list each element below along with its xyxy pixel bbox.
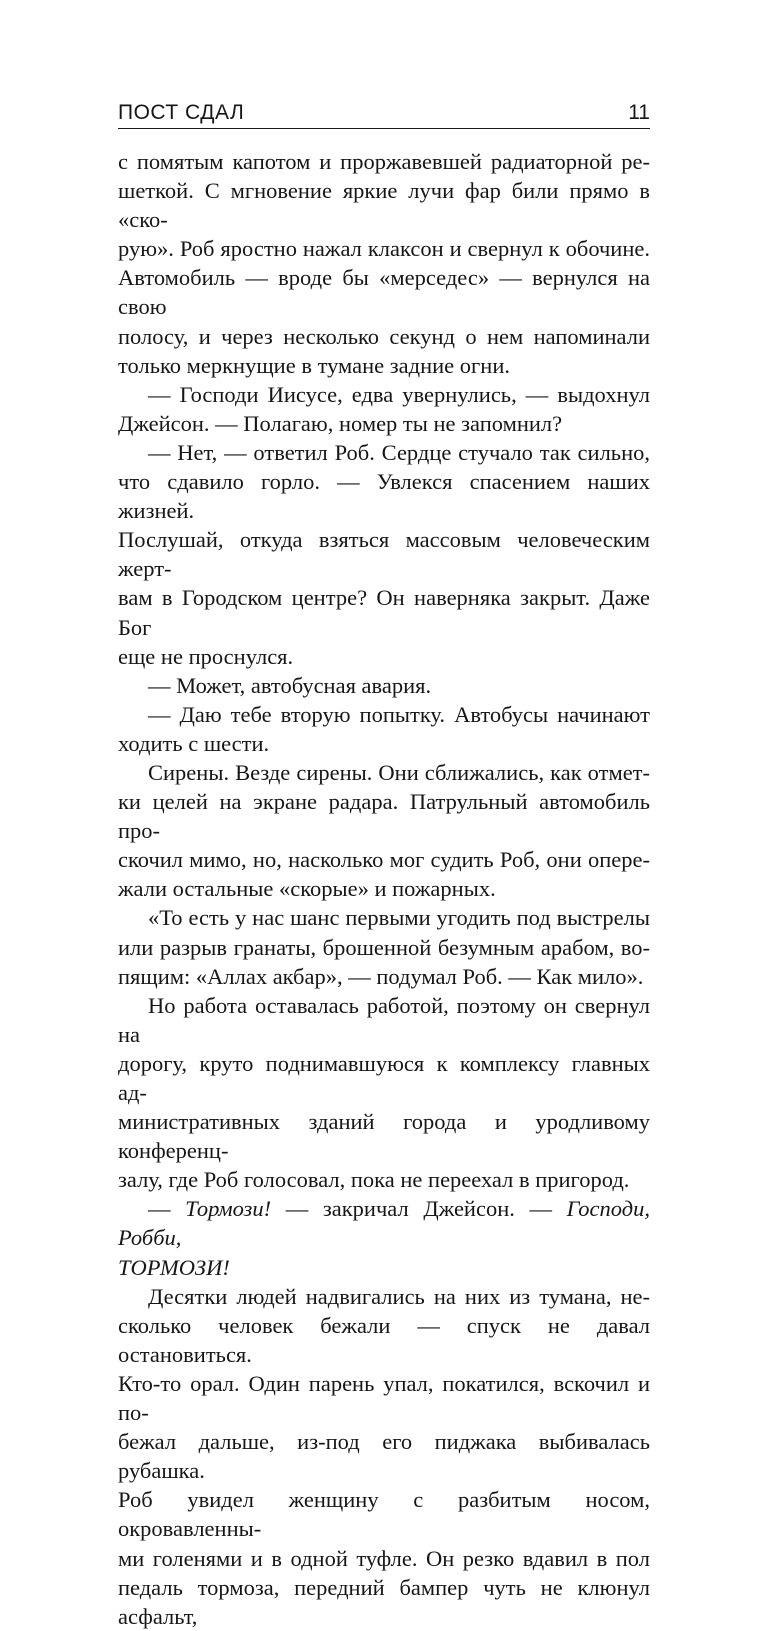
italic-run: ТОРМОЗИ! [118, 1254, 230, 1280]
text-line: — Даю тебе вторую попытку. Автобусы начинают [148, 701, 650, 727]
text-line: Но работа оставалась работой, поэтому он свернул на [118, 992, 650, 1047]
text-run: — [148, 1196, 186, 1222]
text-line: дорогу, круто поднимавшуюся к комплексу главных ад- [118, 1050, 650, 1105]
body-text [118, 147, 650, 1631]
text-line: скочил мимо, но, насколько мог судить Роб, они опере- [118, 847, 650, 873]
text-line: полосу, и через несколько секунд о нем напоминали [118, 323, 650, 349]
text-line: пящим: «Аллах акбар», — подумал Роб. — Как мило». [118, 963, 644, 989]
text-line [118, 1253, 650, 1282]
text-line: что сдавило горло. — Увлекся спасением наших жизней. [118, 469, 650, 524]
text-line: Сирены. Везде сирены. Они сближались, как отмет- [148, 759, 650, 785]
text-line: «То есть у нас шанс первыми угодить под выстрелы [148, 905, 650, 931]
text-line: шеткой. С мгновение яркие лучи фар били прямо в «ско- [118, 178, 650, 233]
text-line-mixed [118, 1194, 650, 1252]
text-run: — закричал Джейсон. — [271, 1196, 567, 1222]
text-line: Джейсон. — Полагаю, номер ты не запомнил? [118, 410, 563, 436]
italic-run: Тормози! [185, 1196, 272, 1222]
text-line: ки целей на экране радара. Патрульный автомобиль про- [118, 789, 650, 844]
text-line: Послушай, откуда взяться массовым человеческим жерт- [118, 527, 650, 582]
text-line: ми голенями и в одной туфле. Он резко вдавил в пол [118, 1545, 650, 1571]
text-line: еще не проснулся. [118, 643, 294, 669]
italic-run: Господи, Робби, [118, 1196, 651, 1251]
text-line: — Может, автобусная авария. [148, 672, 432, 698]
text-line: сколько человек бежали — спуск не давал остановиться. [118, 1312, 650, 1367]
text-line: залу, где Роб голосовал, пока не переехал в пригород. [118, 1167, 630, 1193]
text-line: — Господи Иисусе, едва увернулись, — выдохнул [148, 381, 650, 407]
text-line: бежал дальше, из-под его пиджака выбивалась рубашка. [118, 1429, 650, 1484]
page-number: 11 [628, 101, 650, 124]
text-line: или разрыв гранаты, брошенной безумным арабом, во- [118, 934, 650, 960]
text-line: вам в Городском центре? Он наверняка закрыт. Даже Бог [118, 585, 650, 640]
text-line: Кто-то орал. Один парень упал, покатился, вскочил и по- [118, 1370, 650, 1426]
text-line: Автомобиль — вроде бы «мерседес» — вернулся на свою [118, 265, 650, 320]
text-line: с помятым капотом и проржавевшей радиаторной ре- [118, 149, 650, 174]
text-line: рую». Роб яростно нажал клаксон и свернул к обочине. [118, 236, 650, 262]
text-line: ходить с шести. [118, 730, 270, 756]
text-line: жали остальные «скорые» и пожарных. [118, 876, 496, 902]
text-line: Десятки людей надвигались на них из тумана, не- [148, 1283, 650, 1309]
text-line: Роб увидел женщину с разбитым носом, окровавленны- [118, 1487, 650, 1542]
text-line: — Нет, — ответил Роб. Сердце стучало так сильно, [148, 439, 650, 465]
text-line: только меркнущие в тумане задние огни. [118, 352, 510, 378]
running-title: ПОСТ СДАЛ [118, 101, 245, 124]
page-header [118, 100, 650, 129]
text-line: министративных зданий города и уродливому конференц- [118, 1109, 650, 1164]
text-line: педаль тормоза, передний бампер чуть не клюнул асфальт, [118, 1574, 650, 1629]
